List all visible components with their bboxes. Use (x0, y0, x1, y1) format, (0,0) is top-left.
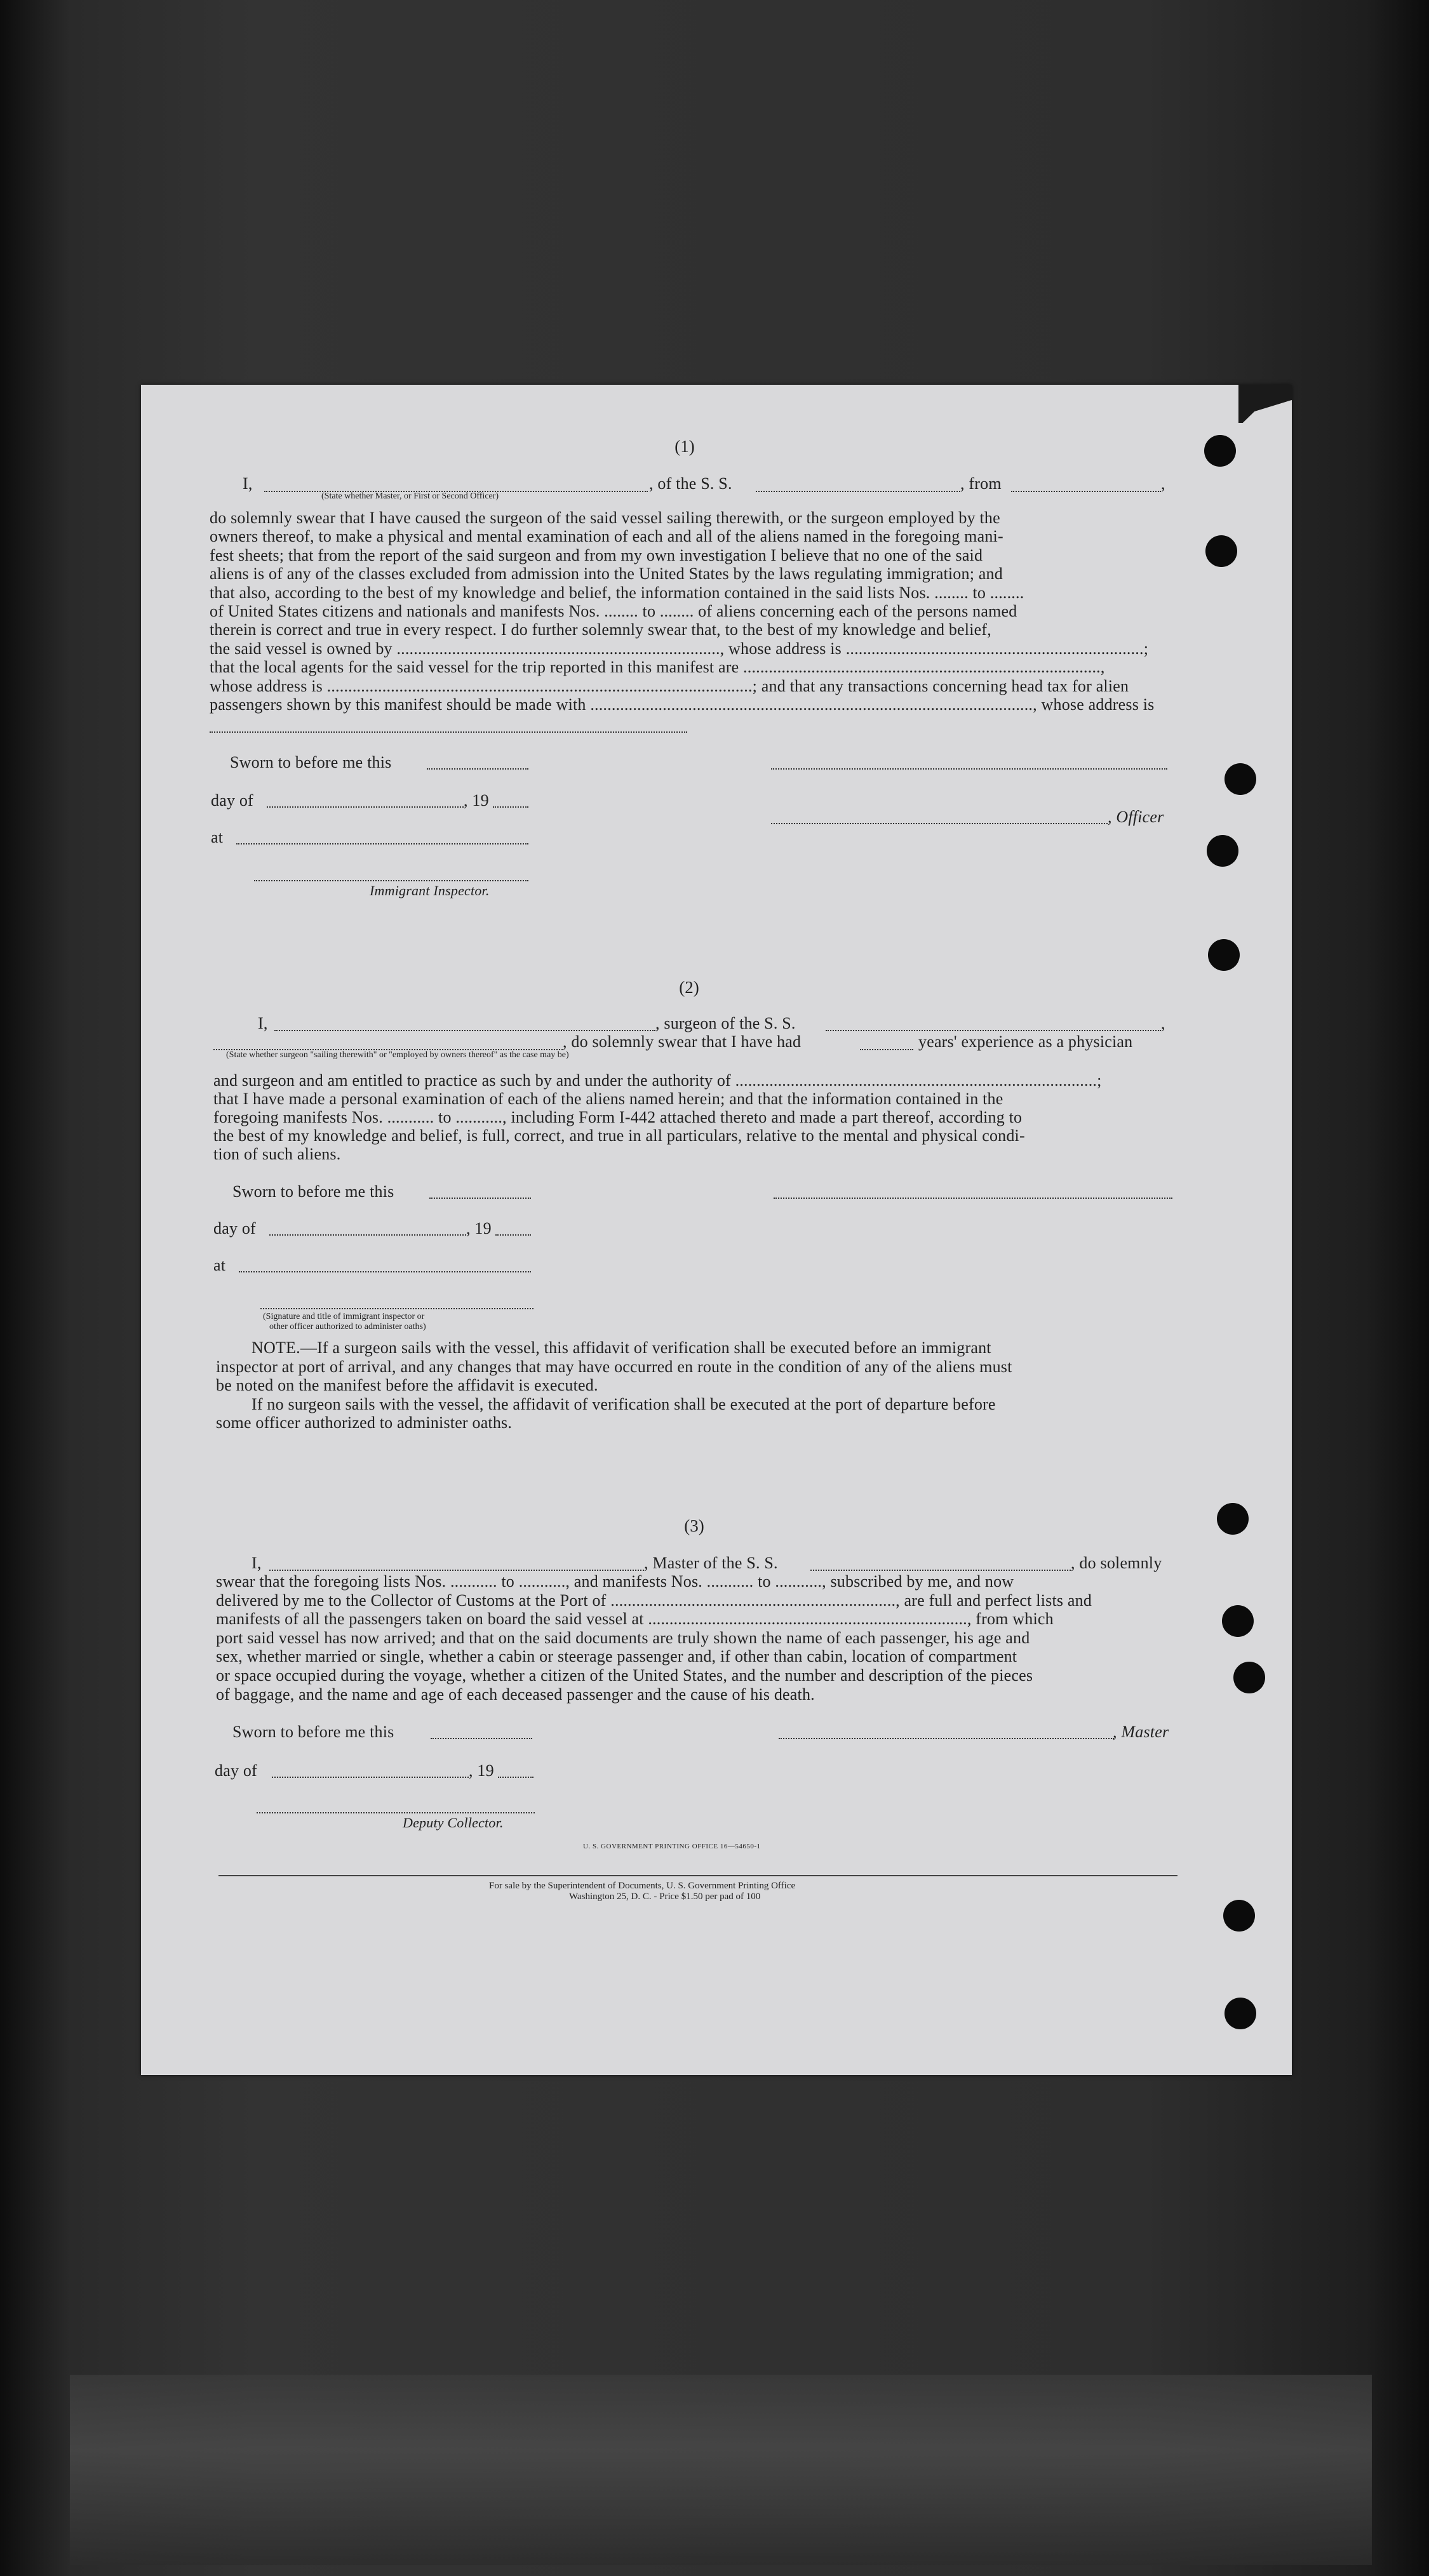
footer-rule (218, 1875, 1177, 1876)
gpo-imprint: U. S. GOVERNMENT PRINTING OFFICE 16—54650-1 (583, 1843, 761, 1850)
day-of-label: day of (211, 791, 253, 810)
signature-note-1: (Signature and title of immigrant inspector or (263, 1312, 425, 1321)
body-line: that the local agents for the said vessel for the trip reported in this manifest are ...................................................................................., (210, 658, 1105, 677)
sale-line-1: For sale by the Superintendent of Documents, U. S. Government Printing Office (489, 1881, 796, 1891)
body-line: manifests of all the passengers taken on board the said vessel at ..........................................................................., from which (216, 1610, 1054, 1629)
body-line: aliens is of any of the classes excluded from admission into the United States by the laws regulating immigration; and (210, 564, 1003, 584)
surgeon-signature-field[interactable] (774, 1198, 1172, 1199)
vessel-name-field[interactable] (826, 1030, 1161, 1031)
oath-prefix: I, (252, 1554, 262, 1572)
punch-hole (1224, 1998, 1256, 2029)
section-3-number: (3) (684, 1516, 704, 1535)
body-line: swear that the foregoing lists Nos. ........... to ..........., and manifests Nos. ........... to ..........., subscribed by me, and now (216, 1572, 1014, 1591)
year-field[interactable] (495, 1234, 531, 1236)
body-line: tion of such aliens. (213, 1145, 341, 1163)
day-of-label: day of (213, 1219, 256, 1238)
officer-title-field[interactable] (771, 823, 1108, 824)
body-line: port said vessel has now arrived; and that on the said documents are truly shown the name of each passenger, his age and (216, 1628, 1030, 1647)
oath-prefix: I, (258, 1014, 268, 1032)
swear-label: , do solemnly swear that I have had (563, 1032, 802, 1051)
vessel-name-field[interactable] (810, 1570, 1071, 1571)
year-label: , 19 (466, 1219, 492, 1238)
surgeon-name-field[interactable] (274, 1030, 655, 1031)
surgeon-note: (State whether surgeon "sailing therewith" or "employed by owners thereof" as the case may be) (226, 1050, 569, 1060)
section-1-number: (1) (674, 437, 695, 456)
body-line: of baggage, and the name and age of each deceased passenger and the cause of his death. (216, 1685, 815, 1704)
master-of-ss-label: , Master of the S. S. (644, 1554, 778, 1572)
collector-label: Deputy Collector. (403, 1815, 504, 1831)
day-of-label: day of (215, 1761, 257, 1780)
scan-bottom-band (70, 2375, 1372, 2565)
punch-hole (1224, 763, 1256, 795)
officer-note: (State whether Master, or First or Second Officer) (321, 491, 499, 501)
comma: , (1161, 474, 1165, 493)
master-signature-field[interactable] (779, 1738, 1114, 1739)
master-name-field[interactable] (269, 1570, 644, 1571)
section-2-number: (2) (679, 978, 699, 997)
year-label: , 19 (464, 791, 489, 810)
sale-line-2: Washington 25, D. C. - Price $1.50 per pad of 100 (569, 1892, 761, 1902)
vessel-name-field[interactable] (756, 491, 960, 492)
note-line: If no surgeon sails with the vessel, the affidavit of verification shall be executed at the port of departure before (252, 1394, 996, 1413)
officer-label: , Officer (1108, 808, 1164, 826)
year-label: , 19 (469, 1761, 494, 1780)
officer-signature-field[interactable] (771, 768, 1167, 770)
body-line: owners thereof, to make a physical and mental examination of each and all of the aliens named in the foregoing mani- (210, 527, 1003, 546)
body-line: therein is correct and true in every respect. I do further solemnly swear that, to the best of my knowledge and belief, (210, 620, 991, 639)
body-line: do solemnly swear that I have caused the surgeon of the said vessel sailing therewith, or the surgeon employed by the (210, 509, 1000, 527)
punch-hole (1207, 835, 1238, 867)
body-line: sex, whether married or single, whether a cabin or steerage passenger and, if other than cabin, location of compartment (216, 1647, 1017, 1666)
sworn-date-field[interactable] (427, 768, 528, 770)
master-label: , Master (1113, 1723, 1169, 1741)
body-line: foregoing manifests Nos. ........... to ..........., including Form I-442 attached thereto and made a part thereof, according to (213, 1108, 1023, 1126)
body-line: passengers shown by this manifest should be made with ........................................................................................................, whose address is (210, 695, 1155, 714)
at-label: at (211, 828, 224, 846)
body-line: and surgeon and am entitled to practice as such by and under the authority of .....................................................................................; (213, 1071, 1102, 1090)
body-line: that also, according to the best of my knowledge and belief, the information contained in the said lists Nos. ........ to ........ (210, 583, 1024, 602)
at-place-field[interactable] (239, 1271, 531, 1272)
comma: , (1161, 1014, 1165, 1032)
experience-label: years' experience as a physician (918, 1032, 1133, 1051)
solemnly-label: , do solemnly (1071, 1554, 1162, 1572)
sworn-date-field[interactable] (431, 1738, 532, 1739)
punch-hole (1205, 535, 1237, 567)
body-line: delivered by me to the Collector of Customs at the Port of ..................................................................., are full and perfect lists and (216, 1591, 1092, 1610)
official-signature-field[interactable] (260, 1308, 533, 1309)
note-line: some officer authorized to administer oaths. (216, 1413, 513, 1432)
sworn-label: Sworn to before me this (232, 1182, 394, 1201)
sworn-label: Sworn to before me this (232, 1723, 394, 1741)
surgeon-of-ss-label: , surgeon of the S. S. (655, 1014, 796, 1032)
at-label: at (213, 1256, 226, 1274)
sworn-date-field[interactable] (429, 1198, 531, 1199)
of-ss-label: , of the S. S. (649, 474, 732, 493)
inspector-signature-field[interactable] (254, 880, 528, 881)
punch-hole (1204, 435, 1236, 467)
years-field[interactable] (860, 1049, 913, 1050)
note-line: inspector at port of arrival, and any changes that may have occurred en route in the condition of any of the aliens must (216, 1357, 1012, 1376)
year-field[interactable] (493, 806, 528, 808)
at-place-field[interactable] (236, 843, 528, 844)
note-line: be noted on the manifest before the affidavit is executed. (216, 1376, 598, 1394)
collector-signature-field[interactable] (257, 1812, 535, 1813)
month-field[interactable] (272, 1777, 469, 1778)
body-line: fest sheets; that from the report of the said surgeon and from my own investigation I believe that no one of the said (210, 545, 983, 564)
note-line: NOTE.—If a surgeon sails with the vessel, this affidavit of verification shall be executed before an immigrant (252, 1338, 991, 1357)
from-port-field[interactable] (1011, 491, 1161, 492)
punch-hole (1233, 1662, 1265, 1693)
body-line: the said vessel is owned by ............................................................................, whose address is ......................................................................; (210, 639, 1149, 658)
punch-hole (1208, 939, 1240, 971)
punch-hole (1223, 1900, 1255, 1932)
month-field[interactable] (267, 806, 464, 808)
month-field[interactable] (269, 1234, 466, 1236)
punch-hole (1217, 1503, 1249, 1535)
year-field[interactable] (498, 1777, 533, 1778)
body-line: or space occupied during the voyage, whether a citizen of the United States, and the number and description of the pieces (216, 1666, 1033, 1685)
sworn-label: Sworn to before me this (230, 753, 392, 771)
inspector-label: Immigrant Inspector. (370, 883, 490, 898)
body-line: whose address is ....................................................................................................; and that any transactions concerning head tax for alien (210, 676, 1129, 695)
from-label: , from (960, 474, 1002, 493)
punch-hole (1222, 1605, 1254, 1637)
body-line: that I have made a personal examination of each of the aliens named herein; and that the information contained in the (213, 1090, 1003, 1108)
address-field[interactable] (210, 731, 687, 733)
signature-note-2: other officer authorized to administer oaths) (269, 1322, 426, 1331)
body-line: of United States citizens and nationals and manifests Nos. ........ to ........ of aliens concerning each of the persons named (210, 602, 1017, 620)
body-line: the best of my knowledge and belief, is full, correct, and true in all particulars, relative to the mental and physical condi- (213, 1126, 1025, 1145)
oath-prefix: I, (243, 474, 253, 493)
